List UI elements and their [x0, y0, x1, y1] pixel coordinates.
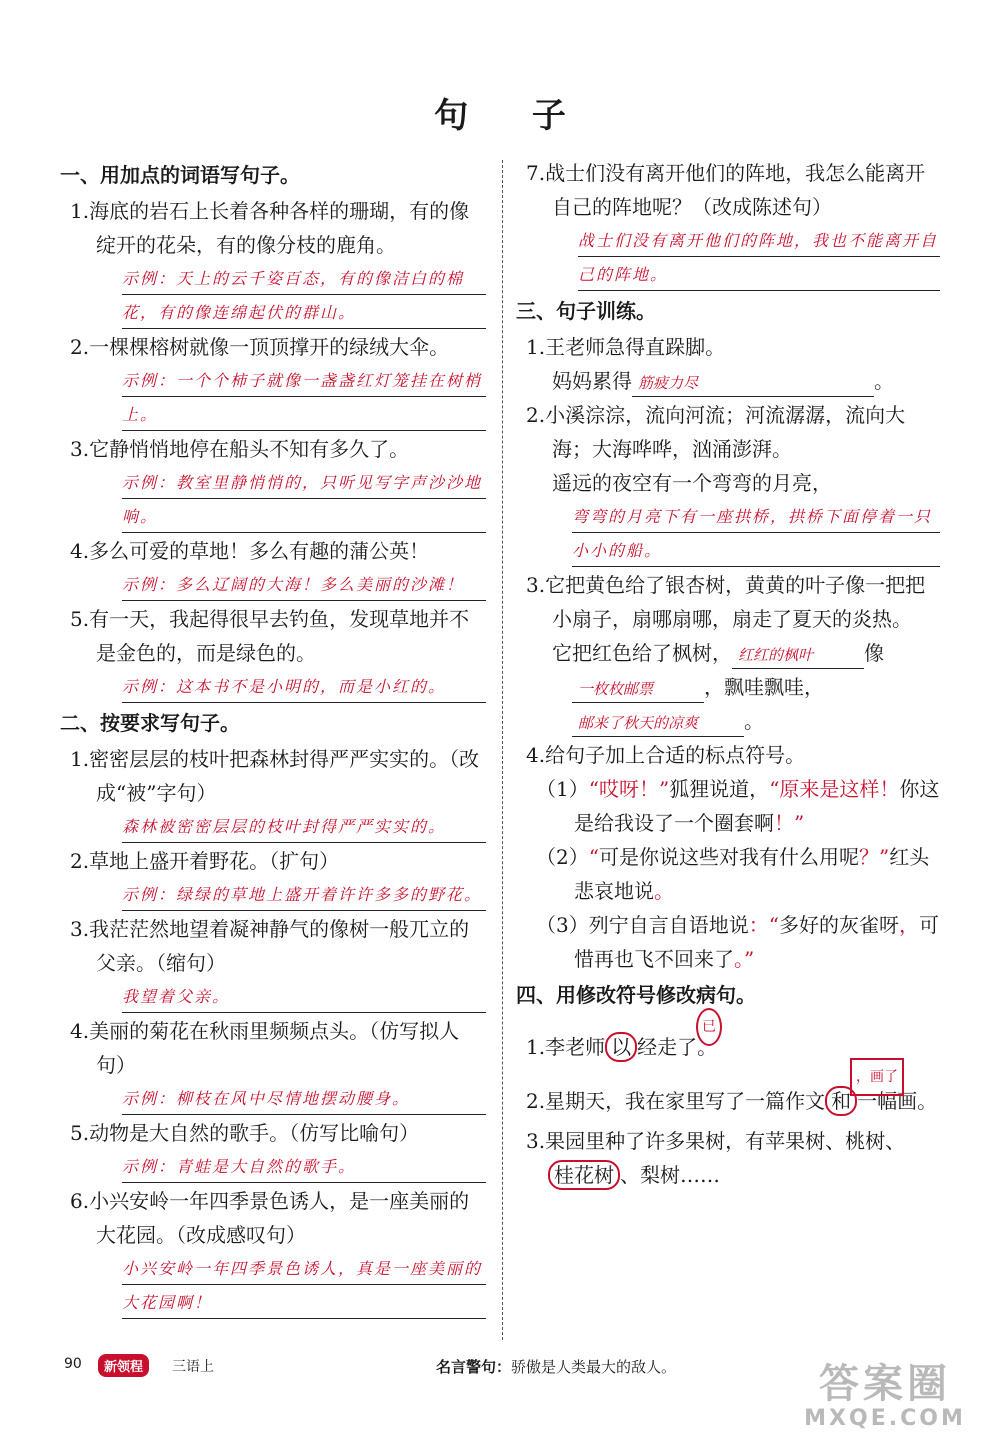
section-4-heading: 四、用修改符号修改病句。	[516, 983, 756, 1007]
question-3-2-fill	[520, 466, 940, 500]
watermark-line-2: MXQE.COM	[804, 1406, 966, 1431]
question-1-2: 2.一棵棵榕树就像一顶顶撑开的绿绒大伞。	[70, 335, 450, 359]
answer-2-1: 森林被密密层层的枝叶封得严严实实的。	[122, 810, 486, 844]
fill-prefix: 妈妈累得	[552, 369, 632, 393]
question-1-3: 3.它静悄悄地停在船头不知有多久了。	[70, 437, 410, 461]
correction-3: 3.果园里种了许多果树，有苹果树、桃树、	[526, 1129, 906, 1153]
question-3-3-fill-2	[520, 670, 940, 704]
punct-3-index: （3）	[536, 913, 589, 937]
question-2-7: 7.战士们没有离开他们的阵地，我怎么能离开自己的阵地呢？（改成陈述句）	[526, 161, 926, 219]
grade-label: 三语上	[172, 1359, 214, 1375]
correction-2	[520, 1069, 940, 1118]
punct-3-mark-3: 。”	[734, 947, 755, 971]
correction-1-post: 经走了。	[637, 1035, 718, 1059]
correction-1-circled: 以	[605, 1032, 637, 1062]
question-3-1: 1.王老师急得直跺脚。	[526, 335, 726, 359]
punct-1-index: （1）	[536, 777, 589, 801]
question-3-3-fill	[520, 636, 940, 670]
correction-2-circled: 和	[825, 1086, 857, 1116]
answer-1-1: 示例：天上的云千姿百态，有的像洁白的棉花，有的像连绵起伏的群山。	[122, 262, 486, 330]
punct-2-text-1: 可是你说这些对我有什么用呢	[598, 845, 859, 869]
correction-2-pre: 2.星期天，我在家里写了一篇作文	[526, 1089, 826, 1113]
fill-prefix: 它把红色给了枫树，	[552, 641, 732, 665]
punct-1-mark-1: “哎呀！”	[588, 777, 670, 801]
question-2-5: 5.动物是大自然的歌手。（仿写比喻句）	[70, 1121, 420, 1145]
section-3-heading: 三、句子训练。	[516, 299, 656, 323]
answer-2-4: 示例：柳枝在风中尽情地摆动腰身。	[122, 1082, 486, 1116]
fill-mid-2: ，飘哇飘哇，	[704, 675, 824, 699]
column-divider	[502, 160, 503, 1340]
section-2-heading: 二、按要求写句子。	[60, 711, 240, 735]
punct-1-mark-2: “原来是这样！	[769, 777, 900, 801]
watermark	[790, 1362, 980, 1436]
punct-2-index: （2）	[536, 845, 589, 869]
question-1-1: 1.海底的岩石上长着各种各样的珊瑚，有的像绽开的花朵，有的像分枝的鹿角。	[70, 199, 470, 257]
question-3-3: 3.它把黄色给了银杏树，黄黄的叶子像一把把小扇子，扇哪扇哪，扇走了夏天的炎热。	[526, 573, 926, 631]
fill-prefix: 遥远的夜空有一个弯弯的月亮，	[552, 471, 832, 495]
fill-suffix: 。	[744, 709, 764, 733]
brand-badge: 新领程	[98, 1354, 149, 1377]
right-column	[516, 156, 940, 1192]
punct-1-text-2: 你这是给我设了一个圈套啊	[574, 777, 940, 835]
question-3-3-fill-3	[520, 704, 940, 738]
watermark-line-1: 答案圈	[819, 1361, 951, 1407]
answer-3-2: 弯弯的月亮下有一座拱桥，拱桥下面停着一只小小的船。	[572, 500, 940, 568]
punct-3-text-2: 多好的灰雀呀	[778, 913, 899, 937]
fill-suffix: 。	[874, 369, 894, 393]
punct-3-mark-2: ，	[898, 913, 919, 937]
question-1-4: 4.多么可爱的草地！多么有趣的蒲公英！	[70, 539, 430, 563]
answer-2-2: 示例：绿绿的草地上盛开着许许多多的野花。	[122, 878, 486, 912]
punct-3-text-1: 列宁自言自语地说	[588, 913, 749, 937]
punct-3-mark-1: ：“	[748, 913, 779, 937]
question-3-1-fill	[520, 364, 940, 398]
correction-3-post: 、梨树……	[620, 1163, 720, 1187]
punct-1-text-1: 狐狸说道，	[669, 777, 770, 801]
answer-1-2: 示例：一个个柿子就像一盏盏红灯笼挂在树梢上。	[122, 364, 486, 432]
correction-1-mark: 已	[696, 1008, 722, 1046]
answer-1-4: 示例：多么辽阔的大海！多么美丽的沙滩！	[122, 568, 486, 602]
fill-answer-2: 一枚枚邮票	[572, 676, 704, 703]
punct-2-text-2: 红头悲哀地说	[574, 845, 930, 903]
question-2-1: 1.密密层层的枝叶把森林封得严严实实的。（改成“被”字句）	[70, 747, 480, 805]
fill-mid: 像	[864, 641, 884, 665]
page-title: 句 子	[434, 96, 592, 136]
question-2-4: 4.美丽的菊花在秋雨里频频点头。（仿写拟人句）	[70, 1019, 460, 1077]
answer-1-5: 示例：这本书不是小明的，而是小红的。	[122, 670, 486, 704]
question-3-2: 2.小溪淙淙，流向河流；河流潺潺，流向大海；大海哗哗，汹涌澎湃。	[526, 403, 906, 461]
fill-answer: 筋疲力尽	[632, 370, 874, 397]
correction-3-circled: 桂花树	[548, 1160, 620, 1190]
answer-1-3: 示例：教室里静悄悄的，只听见写字声沙沙地响。	[122, 466, 486, 534]
fill-answer-3: 邮来了秋天的凉爽	[572, 710, 744, 737]
question-2-2: 2.草地上盛开着野花。（扩句）	[70, 849, 340, 873]
punct-2-mark-3: 。	[654, 879, 674, 903]
fill-answer-1: 红红的枫叶	[732, 642, 864, 669]
quote-text: 骄傲是人类最大的敌人。	[511, 1358, 677, 1376]
punct-2-mark-2: ？”	[858, 845, 890, 869]
quote-label: 名言警句：	[436, 1358, 512, 1376]
answer-2-3: 我望着父亲。	[122, 980, 486, 1014]
question-1-5: 5.有一天，我起得很早去钓鱼，发现草地并不是金色的，而是绿色的。	[70, 607, 470, 665]
correction-3-line2	[520, 1158, 940, 1192]
punct-2	[520, 840, 940, 908]
footer-quote	[436, 1356, 676, 1377]
answer-2-6: 小兴安岭一年四季景色诱人，真是一座美丽的大花园啊！	[122, 1252, 486, 1320]
question-2-3: 3.我茫茫然地望着凝神静气的像树一般兀立的父亲。（缩句）	[70, 917, 470, 975]
correction-1-pre: 1.李老师	[526, 1035, 606, 1059]
punct-1-mark-3: ！”	[774, 811, 805, 835]
punct-3	[520, 908, 940, 976]
punct-1	[520, 772, 940, 840]
left-column	[60, 156, 486, 1320]
section-1-heading: 一、用加点的词语写句子。	[60, 163, 300, 187]
punct-2-mark-1: “	[588, 845, 599, 869]
question-2-6: 6.小兴安岭一年四季景色诱人，是一座美丽的大花园。（改成感叹句）	[70, 1189, 470, 1247]
answer-2-5: 示例：青蛙是大自然的歌手。	[122, 1150, 486, 1184]
punct-3-text-3: 可惜再也飞不回来了	[574, 913, 939, 971]
answer-2-7: 战士们没有离开他们的阵地，我也不能离开自己的阵地。	[578, 224, 940, 292]
correction-2-mark: ，画了	[850, 1058, 904, 1096]
question-3-4: 4.给句子加上合适的标点符号。	[526, 743, 806, 767]
page-number: 90	[64, 1356, 82, 1372]
correction-2-post: 一幅画。	[857, 1089, 938, 1113]
